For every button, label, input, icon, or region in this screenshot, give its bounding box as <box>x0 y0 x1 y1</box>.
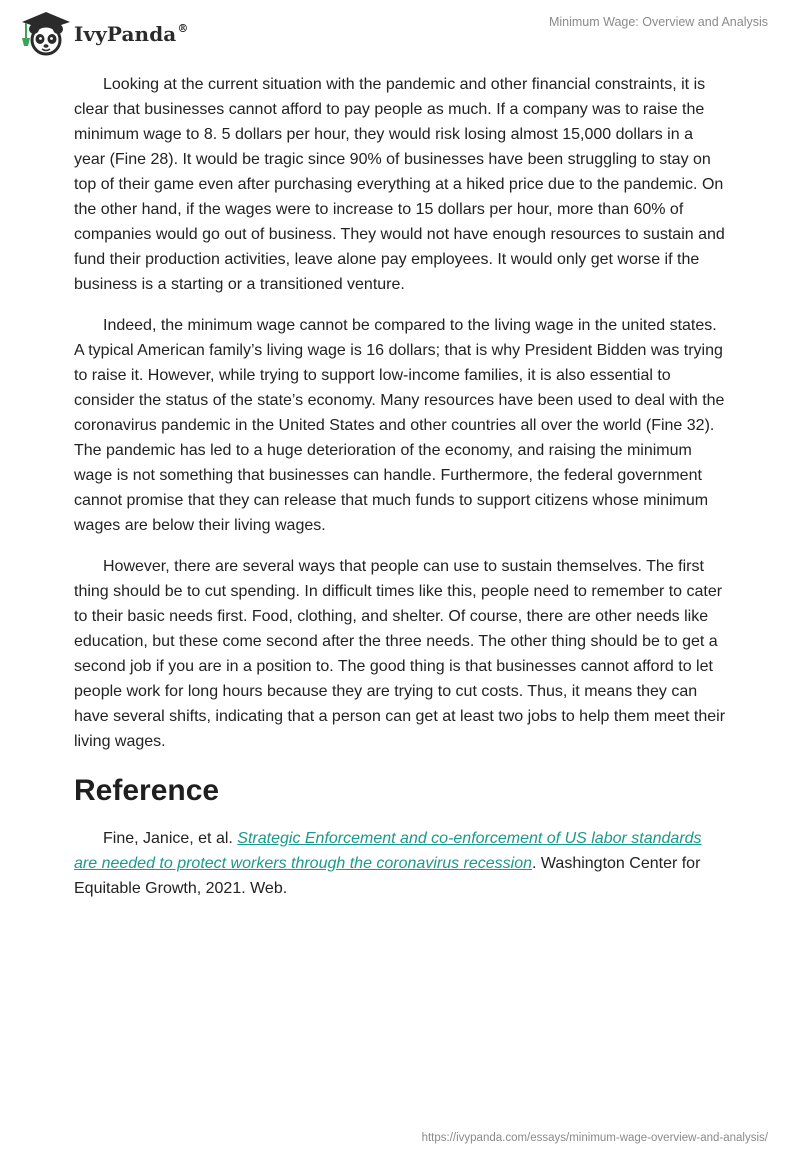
brand-name: IvyPanda® <box>74 22 189 46</box>
running-title: Minimum Wage: Overview and Analysis <box>548 15 768 29</box>
body-paragraph-2: Indeed, the minimum wage cannot be compared to the living wage in the united states. A typical American family’s living wage is 16 dollars; that is why President Bidden was trying to raise it. However, while trying to support low-income families, it is also essential to consider the status of the state’s economy. Many resources have been used to deal with the coronavirus pandemic in the United States and other countries all over the world (Fine 32). The pandemic has led to a huge deterioration of the economy, and raising the minimum wage is not something that businesses can handle. Furthermore, the federal government cannot promise that they can release that much funds to support citizens whose minimum wages are below their living wages. <box>74 317 725 534</box>
reference-authors: Fine, Janice, et al. <box>103 830 238 847</box>
page-header <box>0 0 800 60</box>
reference-entry <box>74 826 726 901</box>
registered-mark: ® <box>177 22 189 35</box>
body-paragraph-1: Looking at the current situation with the pandemic and other financial constraints, it is clear that businesses cannot afford to pay people as much. If a company was to raise the minimum wage to 8. 5 dollars per hour, they would risk losing almost 15,000 dollars in a year (Fine 28). It would be tragic since 90% of businesses have been struggling to stay on top of their game even after purchasing everything at a hiked price due to the pandemic. On the other hand, if the wages were to increase to 15 dollars per hour, more than 60% of companies would go out of business. They would not have enough resources to sustain and fund their production activities, leave alone pay employees. It would only get worse if the business is a starting or a transitioned venture. <box>74 76 725 293</box>
footer-url[interactable]: https://ivypanda.com/essays/minimum-wage-overview-and-analysis/ <box>421 1132 768 1144</box>
panda-graduate-icon <box>16 8 70 56</box>
reference-heading: Reference <box>74 774 220 807</box>
body-paragraph-3: However, there are several ways that people can use to sustain themselves. The first thing should be to cut spending. In difficult times like this, people need to remember to cater to their basic needs first. Food, clothing, and shelter. Of course, there are other needs like education, but these come second after the three needs. The other thing should be to get a second job if you are in a position to. The good thing is that businesses cannot afford to let people work for long hours because they are trying to cut costs. Thus, it means they can have several shifts, indicating that a person can get at least two jobs to help them meet their living wages. <box>74 558 726 750</box>
ivypanda-logo[interactable] <box>16 8 188 56</box>
reference-publisher: . Washington Center for Equitable Growth, 2021. Web. <box>74 855 701 897</box>
reference-title-link[interactable]: Strategic Enforcement and co-enforcement of US labor standards are needed to protect workers through the coronavirus recession <box>74 830 702 872</box>
essay-content <box>74 72 726 901</box>
